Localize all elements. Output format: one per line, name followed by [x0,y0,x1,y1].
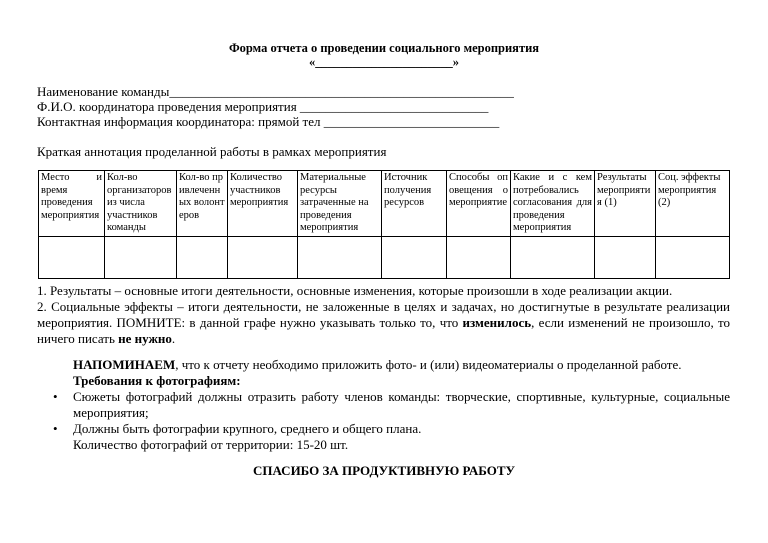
table-cell [39,236,105,278]
note-effects-line1: 2. Социальные эффекты – итоги деятельности, не заложенные в целях и задачах, но достигнутые в результате реализации [37,299,730,314]
table-cell [656,236,730,278]
form-title: Форма отчета о проведении социального мероприятия [228,41,540,55]
table-cell [177,236,228,278]
table-cell [511,236,595,278]
note-effects-line3: ничего писать не нужно. [37,331,176,346]
table-header-cell: Кол-во организаторов из числа участников команды [105,171,177,237]
photo-requirement-1-line1: Сюжеты фотографий должны отразить работу членов команды: творческие, спортивные, культурные, социальные [73,389,730,404]
table-header-cell: Соц. эффекты мероприятия (2) [656,171,730,237]
table-cell [298,236,382,278]
table-header-cell: Какие и с кем потребовались согласования для проведения мероприятия [511,171,595,237]
team-name-field: Наименование команды_____________________________________________________ [37,84,514,99]
photo-count: Количество фотографий от территории: 15-20 шт. [73,437,349,452]
note-results: 1. Результаты – основные итоги деятельности, основные изменения, которые произошли в ходе реализации акции. [37,283,673,298]
note-effects-line2: мероприятия. ПОМНИТЕ: в данной графе нужно указывать только то, что изменилось, если изменений не произошло, то [37,315,731,330]
table-header-cell: Источник получения ресурсов [382,171,447,237]
table-cell [228,236,298,278]
report-table [38,170,730,279]
table-header-cell: Место и время проведения мероприятия [39,171,105,237]
reminder-text: НАПОМИНАЕМ, что к отчету необходимо приложить фото- и (или) видеоматериалы о проделанной работе. [73,357,682,372]
photo-requirement-2: Должны быть фотографии крупного, среднего и общего плана. [73,421,422,436]
coordinator-name-field: Ф.И.О. координатора проведения мероприятия _____________________________ [37,99,489,114]
table-header-cell: Способы оповещения о мероприятие [447,171,511,237]
event-name-blank: «______________________» [309,55,459,69]
bullet-dot-icon: • [53,389,58,404]
coordinator-contact-field: Контактная информация координатора: прямой тел ___________________________ [37,114,500,129]
table-header-cell: Количество участников мероприятия [228,171,298,237]
table-row [39,236,730,278]
photo-requirements-heading: Требования к фотографиям: [73,373,241,388]
table-cell [105,236,177,278]
annotation-label: Краткая аннотация проделанной работы в рамках мероприятия [37,144,387,159]
table-cell [382,236,447,278]
emphasis-changed: изменилось [462,315,532,330]
table-header-cell: Материальные ресурсы затраченные на проведения мероприятия [298,171,382,237]
photo-requirement-1-line2: мероприятия; [73,405,149,420]
table-cell [447,236,511,278]
table-header-row [39,171,730,237]
table-header-cell: Результаты мероприятия (1) [595,171,656,237]
table-cell [595,236,656,278]
thank-you-footer: СПАСИБО ЗА ПРОДУКТИВНУЮ РАБОТУ [252,463,516,478]
bullet-dot-icon: • [53,421,58,436]
table-header-cell: Кол-во привлеченных волонтеров [177,171,228,237]
emphasis-not-needed: не нужно [118,331,172,346]
